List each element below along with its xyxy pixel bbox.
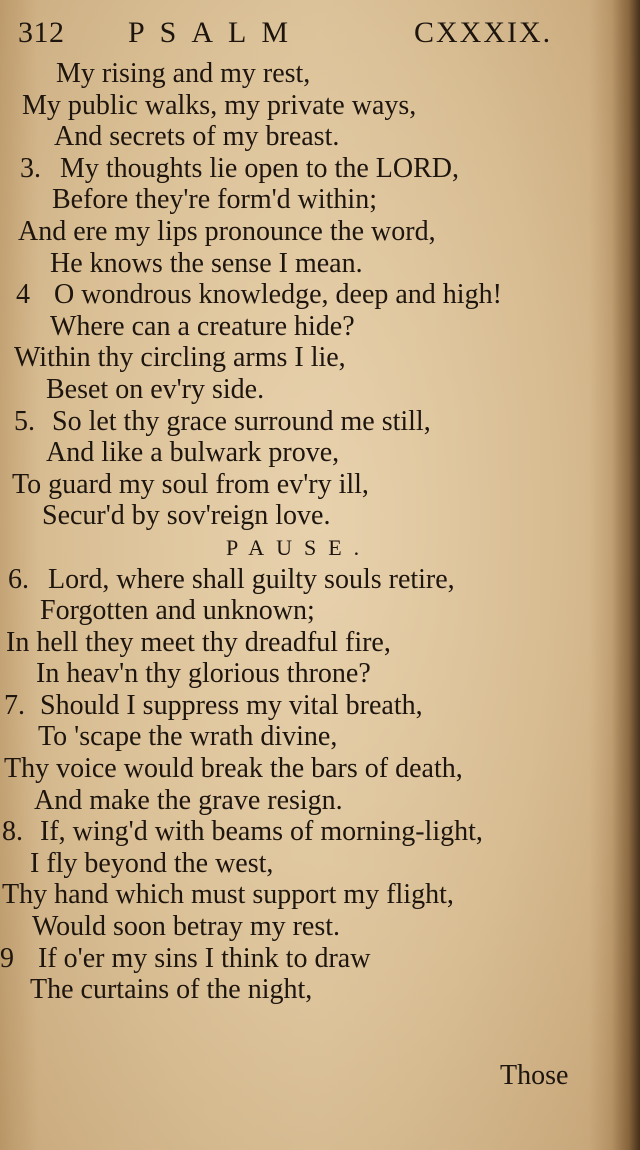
line-text: Within thy circling arms I lie,: [14, 342, 346, 374]
verse-line: [0, 911, 620, 943]
psalm-number: CXXXIX.: [414, 16, 553, 49]
verse-line: [0, 342, 620, 374]
verse-line: [0, 785, 620, 817]
verse-line: [0, 564, 620, 596]
verse-line: [0, 943, 620, 975]
verse-line: [0, 279, 620, 311]
pause-heading: [0, 532, 620, 564]
verse-line: [0, 974, 620, 1006]
verse-line: [0, 311, 620, 343]
line-text: To guard my soul from ev'ry ill,: [12, 468, 369, 500]
line-text: Lord, where shall guilty souls retire,: [48, 563, 455, 595]
line-text: So let thy grace surround me still,: [52, 405, 431, 437]
line-text: My thoughts lie open to the LORD,: [60, 152, 459, 184]
line-text: If o'er my sins I think to draw: [38, 942, 371, 974]
line-text: And secrets of my breast.: [54, 121, 340, 153]
line-text: Before they're form'd within;: [52, 184, 377, 216]
running-title: PSALM: [128, 16, 304, 49]
verse-line: [0, 58, 620, 90]
hymn-text: [0, 58, 620, 1006]
line-text: And like a bulwark prove,: [46, 437, 340, 469]
pause-label: PAUSE.: [226, 534, 372, 560]
catchword: Those: [500, 1060, 569, 1091]
verse-line: [0, 374, 620, 406]
verse-line: [0, 721, 620, 753]
line-text: If, wing'd with beams of morning-light,: [40, 816, 483, 848]
verse-line: [0, 690, 620, 722]
verse-line: [0, 658, 620, 690]
stanza-number: 7.: [4, 689, 25, 721]
verse-line: [0, 121, 620, 153]
line-text: To 'scape the wrath divine,: [38, 721, 338, 753]
line-text: I fly beyond the west,: [30, 847, 274, 879]
verse-line: [0, 184, 620, 216]
verse-line: [0, 500, 620, 532]
verse-line: [0, 469, 620, 501]
line-text: He knows the sense I mean.: [50, 247, 363, 279]
line-text: Thy voice would break the bars of death,: [4, 753, 463, 785]
line-text: And ere my lips pronounce the word,: [18, 215, 436, 247]
verse-line: [0, 406, 620, 438]
verse-line: [0, 90, 620, 122]
stanza-number: 3.: [20, 152, 41, 184]
line-text: Secur'd by sov'reign love.: [42, 500, 331, 532]
verse-line: [0, 627, 620, 659]
verse-line: [0, 153, 620, 185]
stanza-number: 5.: [14, 405, 35, 437]
line-text: In hell they meet thy dreadful fire,: [6, 626, 391, 658]
verse-line: [0, 816, 620, 848]
stanza-number: 6.: [8, 563, 29, 595]
line-text: Beset on ev'ry side.: [46, 373, 265, 405]
line-text: Would soon betray my rest.: [32, 911, 341, 943]
line-text: And make the grave resign.: [34, 784, 343, 816]
line-text: My rising and my rest,: [56, 58, 311, 89]
page-number: 312: [18, 16, 65, 49]
line-text: Forgotten and unknown;: [40, 595, 315, 627]
line-text: O wondrous knowledge, deep and high!: [54, 279, 502, 311]
line-text: Where can a creature hide?: [50, 310, 355, 342]
verse-line: [0, 248, 620, 280]
verse-line: [0, 848, 620, 880]
line-text: Should I suppress my vital breath,: [40, 689, 423, 721]
verse-line: [0, 753, 620, 785]
line-text: Thy hand which must support my flight,: [2, 879, 454, 911]
line-text: The curtains of the night,: [30, 974, 313, 1006]
stanza-number: 9: [0, 942, 14, 974]
stanza-number: 8.: [2, 816, 23, 848]
verse-line: [0, 595, 620, 627]
running-header: [18, 12, 598, 56]
line-text: In heav'n thy glorious throne?: [36, 658, 371, 690]
verse-line: [0, 437, 620, 469]
verse-line: [0, 879, 620, 911]
line-text: My public walks, my private ways,: [22, 89, 417, 121]
stanza-number: 4: [16, 279, 30, 311]
verse-line: [0, 216, 620, 248]
